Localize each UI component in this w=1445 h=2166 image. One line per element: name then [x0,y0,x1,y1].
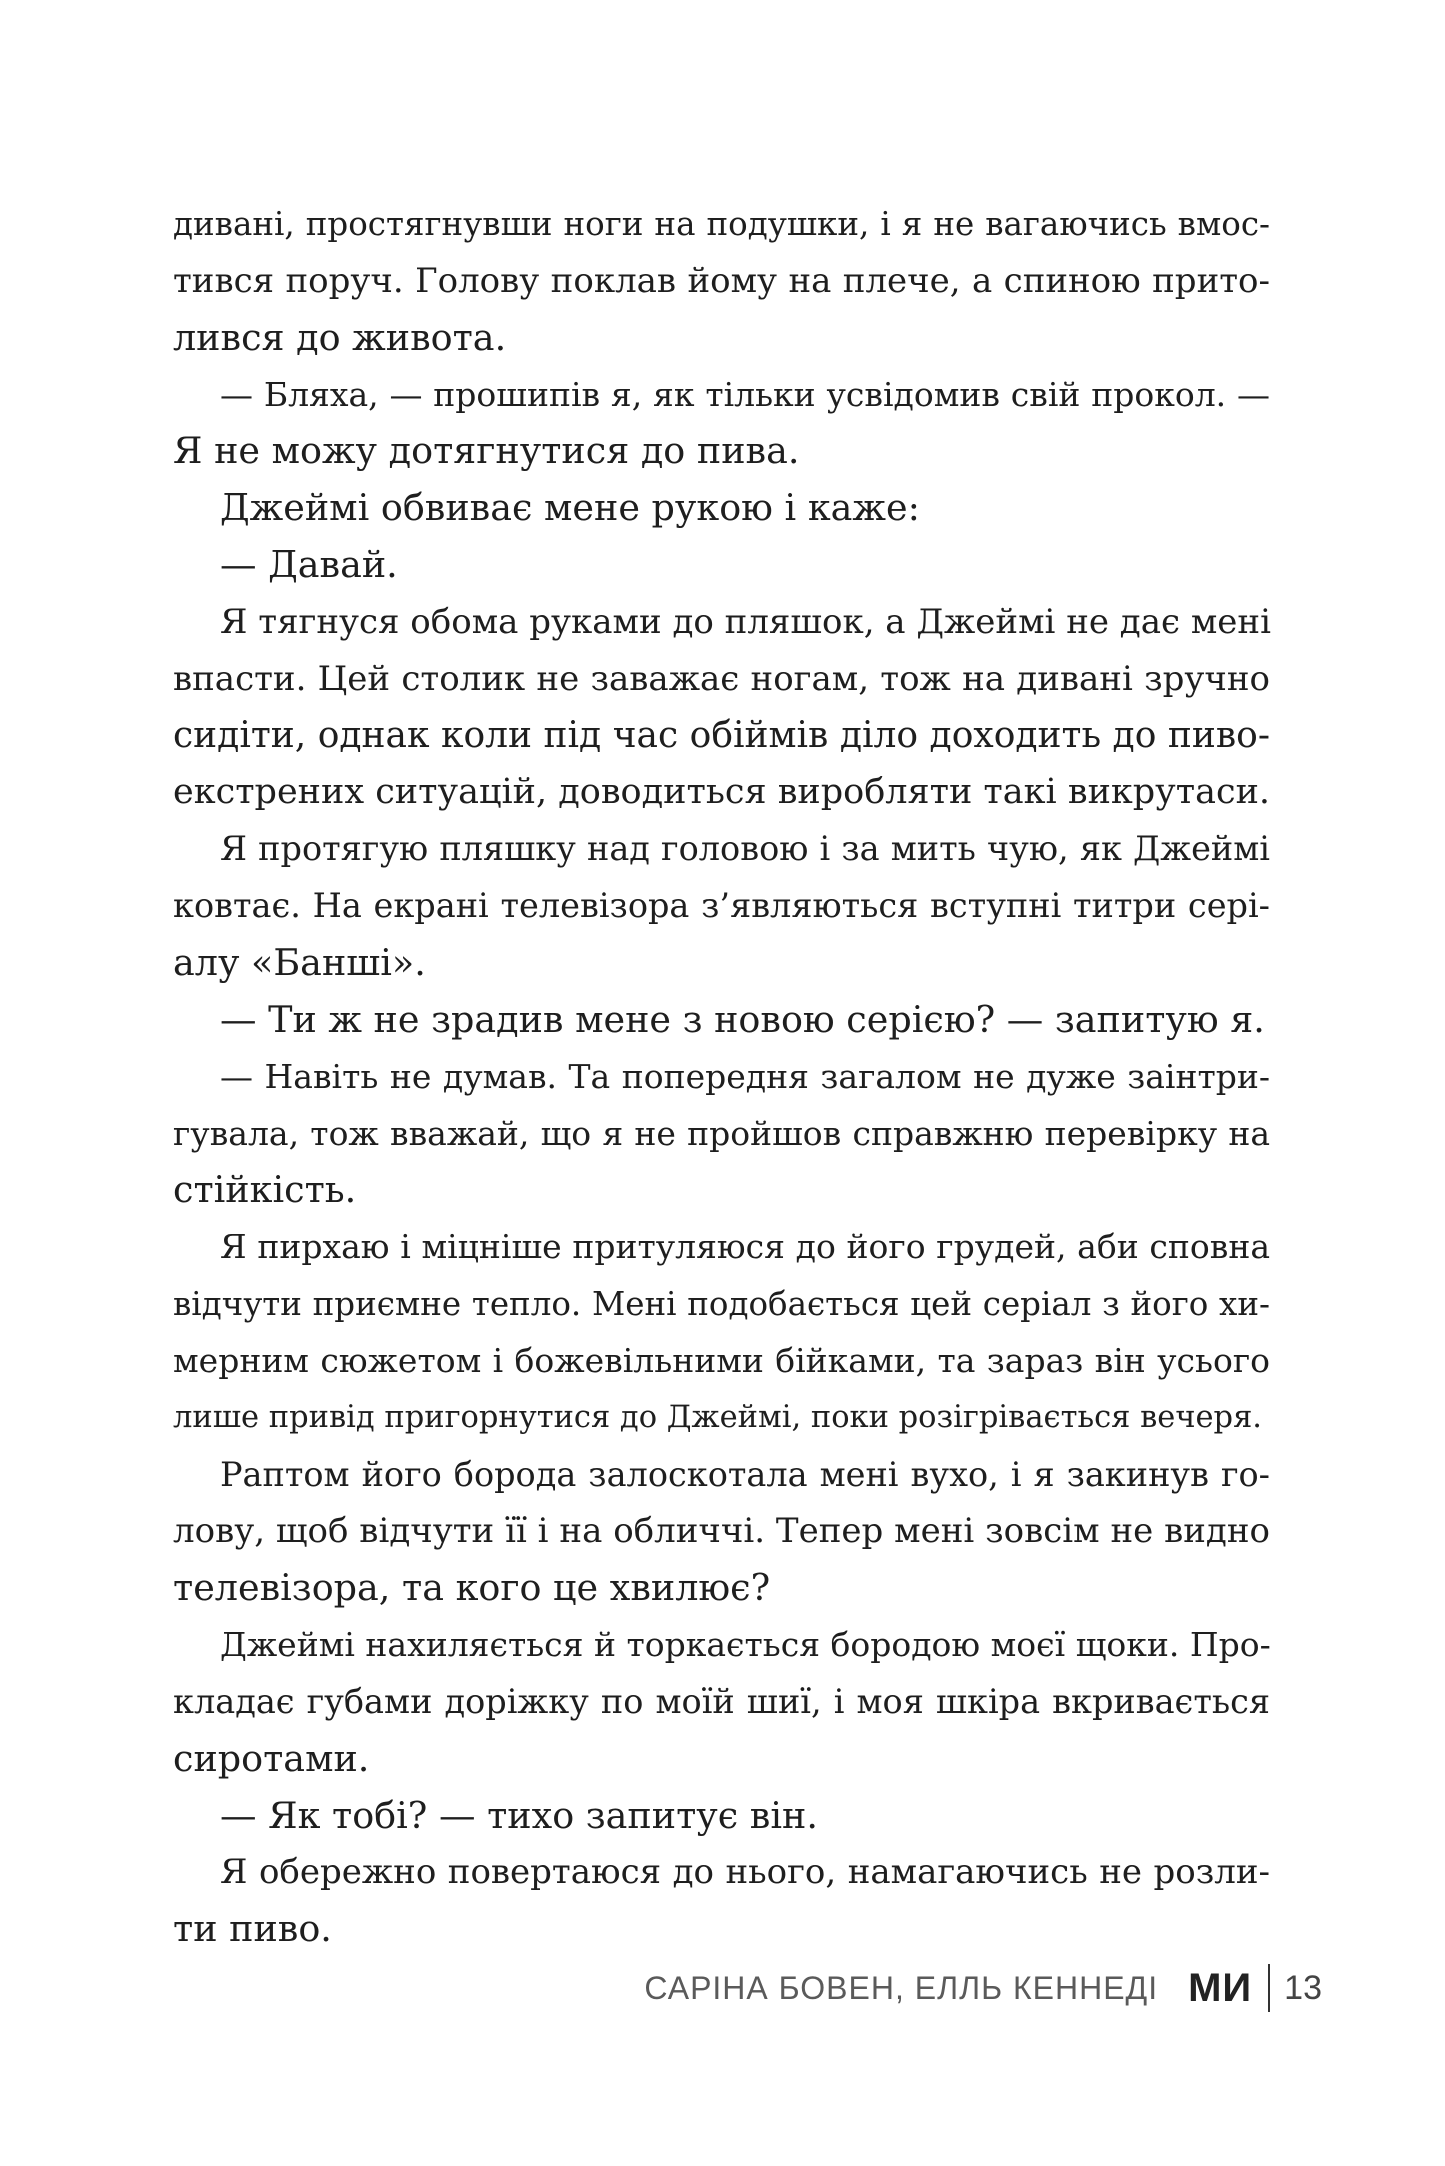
footer-divider [1268,1964,1270,2012]
text-line: кладає губами доріжку по моїй шиї, і моя шкіра вкривається [173,1681,1270,1721]
text-line: тився поруч. Голову поклав йому на плече, а спиною прито- [173,260,1270,301]
text-line: — Навіть не думав. Та попередня загалом не дуже заінтри- [220,1056,1270,1096]
text-line: Раптом його борода залоскотала мені вухо, і я закинув го- [220,1454,1270,1494]
text-line: мерним сюжетом і божевільними бійками, та зараз він усього [173,1340,1270,1380]
text-line: ковтає. На екрані телевізора з’являються вступні титри сері- [173,886,1270,926]
text-line: Я обережно повертаюся до нього, намагаючись не розли- [220,1852,1270,1893]
page-number: 13 [1284,1968,1322,2007]
text-line: Я протягую пляшку над головою і за мить чую, як Джеймі [220,829,1270,869]
text-line: гувала, тож вважай, що я не пройшов справжню перевірку на [173,1113,1270,1153]
text-line: Я тягнуся обома руками до пляшок, а Джеймі не дає мені [220,601,1271,642]
text-line: лився до живота. [173,315,507,359]
text-line: лише привід пригорнутися до Джеймі, поки розігрівається вечеря. [173,1399,1263,1435]
text-line: дивані, простягнувши ноги на подушки, і я не вагаючись вмос- [173,205,1270,243]
text-line: стійкість. [173,1168,357,1212]
text-line: Я пирхаю і міцніше притуляюся до його грудей, аби сповна [220,1227,1270,1267]
text-line: сидіти, однак коли під час обіймів діло доходить до пиво- [173,714,1270,756]
text-line: алу «Банші». [173,940,426,984]
text-line: екстрених ситуацій, доводиться виробляти такі викрутаси. [173,772,1271,813]
text-line: відчути приємне тепло. Мені подобається цей серіал з його хи- [173,1285,1270,1324]
text-line: Джеймі обвиває мене рукою і каже: [220,486,920,530]
footer-authors: САРІНА БОВЕН, ЕЛЛЬ КЕННЕДІ [644,1969,1159,2006]
text-line: ти пиво. [173,1907,332,1951]
footer-book-title: МИ [1188,1965,1253,2010]
page-footer [644,1958,1322,2018]
text-line: — Давай. [220,543,398,587]
text-line: сиротами. [173,1736,370,1780]
text-line: лову, щоб відчути її і на обличчі. Тепер мені зовсім не видно [173,1511,1270,1552]
text-line: Джеймі нахиляється й торкається бородою моєї щоки. Про- [220,1625,1271,1665]
text-line: — Бляха, — прошипів я, як тільки усвідомив свій прокол. — [220,374,1270,414]
body-text [173,196,1270,1958]
text-line: впасти. Цей столик не заважає ногам, тож на дивані зручно [173,658,1270,699]
text-line: — Ти ж не зрадив мене з новою серією? — запитую я. [220,997,1265,1041]
text-line: — Як тобі? — тихо запитує він. [220,1793,818,1837]
text-line: Я не можу дотягнутися до пива. [173,429,800,473]
text-line: телевізора, та кого це хвилює? [173,1566,771,1610]
